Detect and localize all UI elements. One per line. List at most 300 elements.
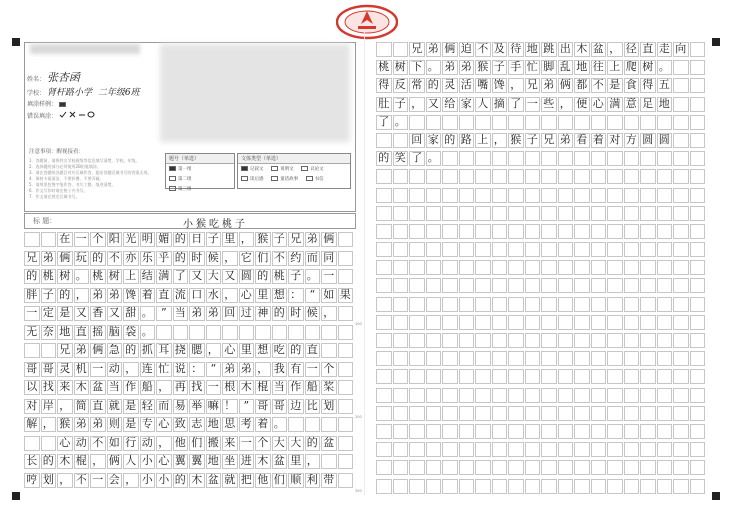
grid-cell[interactable] — [558, 297, 574, 312]
grid-cell[interactable] — [442, 278, 458, 293]
grid-cell[interactable] — [475, 297, 491, 312]
grid-cell[interactable] — [508, 242, 524, 257]
grid-cell[interactable]: ， — [305, 454, 321, 469]
grid-cell[interactable]: 看 — [574, 133, 590, 148]
grid-cell[interactable] — [558, 388, 574, 403]
grid-cell[interactable]: 利 — [305, 473, 321, 488]
grid-cell[interactable] — [673, 115, 689, 130]
grid-cell[interactable] — [459, 224, 475, 239]
grid-cell[interactable] — [607, 151, 623, 166]
grid-cell[interactable] — [657, 351, 673, 366]
grid-cell[interactable]: 径 — [624, 42, 640, 57]
grid-cell[interactable] — [624, 169, 640, 184]
grid-cell[interactable] — [338, 306, 354, 321]
grid-cell[interactable]: 圆 — [239, 269, 255, 284]
grid-cell[interactable] — [338, 399, 354, 414]
grid-cell[interactable] — [426, 242, 442, 257]
grid-cell[interactable]: 个 — [255, 436, 271, 451]
grid-cell[interactable] — [657, 151, 673, 166]
grid-cell[interactable]: 手 — [508, 60, 524, 75]
grid-cell[interactable] — [393, 406, 409, 421]
grid-cell[interactable]: 兄 — [288, 232, 304, 247]
grid-cell[interactable] — [338, 380, 354, 395]
grid-cell[interactable] — [574, 315, 590, 330]
grid-cell[interactable] — [673, 97, 689, 112]
essay-line[interactable] — [24, 343, 40, 358]
grid-cell[interactable] — [525, 424, 541, 439]
grid-cell[interactable] — [508, 260, 524, 275]
grid-cell[interactable]: ， — [74, 288, 90, 303]
grid-cell[interactable] — [541, 297, 557, 312]
grid-cell[interactable] — [525, 260, 541, 275]
grid-cell[interactable] — [657, 406, 673, 421]
grid-cell[interactable] — [41, 436, 57, 451]
grid-cell[interactable] — [640, 315, 656, 330]
grid-cell[interactable] — [288, 417, 304, 432]
grid-cell[interactable] — [475, 460, 491, 475]
grid-cell[interactable]: 的 — [90, 251, 106, 266]
grid-cell[interactable]: 水 — [206, 288, 222, 303]
grid-cell[interactable] — [442, 424, 458, 439]
grid-cell[interactable] — [558, 424, 574, 439]
grid-cell[interactable]: 如 — [107, 436, 123, 451]
grid-cell[interactable] — [690, 315, 706, 330]
grid-cell[interactable] — [558, 206, 574, 221]
grid-cell[interactable] — [508, 388, 524, 403]
grid-cell[interactable]: 时 — [189, 251, 205, 266]
grid-cell[interactable]: 他 — [255, 473, 271, 488]
grid-cell[interactable]: 耳 — [156, 343, 172, 358]
grid-cell[interactable] — [624, 115, 640, 130]
grid-cell[interactable] — [442, 115, 458, 130]
grid-cell[interactable] — [558, 188, 574, 203]
grid-cell[interactable]: ， — [222, 251, 238, 266]
grid-cell[interactable]: 对 — [607, 133, 623, 148]
grid-cell[interactable] — [558, 224, 574, 239]
grid-cell[interactable] — [475, 151, 491, 166]
grid-cell[interactable] — [525, 315, 541, 330]
grid-cell[interactable] — [624, 388, 640, 403]
grid-cell[interactable] — [508, 224, 524, 239]
grid-cell[interactable] — [459, 188, 475, 203]
grid-cell[interactable]: 比 — [305, 399, 321, 414]
grid-cell[interactable] — [475, 206, 491, 221]
grid-cell[interactable] — [376, 369, 392, 384]
grid-cell[interactable] — [393, 133, 409, 148]
grid-cell[interactable] — [525, 278, 541, 293]
grid-cell[interactable] — [338, 269, 354, 284]
grid-cell[interactable] — [624, 188, 640, 203]
grid-cell[interactable]: 弟 — [41, 251, 57, 266]
grid-cell[interactable] — [673, 424, 689, 439]
grid-cell[interactable]: 直 — [640, 42, 656, 57]
grid-cell[interactable]: 心 — [156, 454, 172, 469]
grid-cell[interactable]: 而 — [156, 399, 172, 414]
grid-cell[interactable] — [640, 424, 656, 439]
grid-cell[interactable]: 摘 — [492, 97, 508, 112]
grid-cell[interactable] — [640, 333, 656, 348]
grid-cell[interactable] — [338, 436, 354, 451]
grid-cell[interactable] — [607, 206, 623, 221]
grid-cell[interactable] — [591, 224, 607, 239]
grid-cell[interactable] — [508, 406, 524, 421]
grid-cell[interactable] — [426, 460, 442, 475]
grid-cell[interactable] — [640, 260, 656, 275]
grid-cell[interactable] — [624, 206, 640, 221]
grid-cell[interactable] — [558, 115, 574, 130]
grid-cell[interactable] — [690, 78, 706, 93]
grid-cell[interactable] — [607, 442, 623, 457]
grid-cell[interactable] — [459, 406, 475, 421]
grid-cell[interactable]: 哥 — [272, 399, 288, 414]
grid-cell[interactable]: 不 — [107, 251, 123, 266]
grid-cell[interactable] — [393, 388, 409, 403]
grid-cell[interactable] — [393, 242, 409, 257]
essay-line[interactable]: 一 — [24, 306, 40, 321]
grid-cell[interactable]: 有 — [288, 362, 304, 377]
grid-cell[interactable]: 弟 — [426, 42, 442, 57]
grid-cell[interactable]: 把 — [239, 473, 255, 488]
grid-cell[interactable]: 俩 — [57, 251, 73, 266]
grid-cell[interactable]: 们 — [272, 473, 288, 488]
grid-cell[interactable] — [690, 442, 706, 457]
grid-cell[interactable]: 进 — [239, 454, 255, 469]
grid-cell[interactable] — [508, 442, 524, 457]
grid-cell[interactable]: 弟 — [442, 60, 458, 75]
grid-cell[interactable]: 木 — [574, 42, 590, 57]
grid-cell[interactable] — [426, 115, 442, 130]
grid-cell[interactable] — [376, 206, 392, 221]
grid-cell[interactable]: 直 — [156, 288, 172, 303]
grid-cell[interactable] — [459, 242, 475, 257]
grid-cell[interactable] — [376, 169, 392, 184]
grid-cell[interactable] — [558, 151, 574, 166]
grid-cell[interactable]: 下 — [409, 60, 425, 75]
grid-cell[interactable] — [525, 151, 541, 166]
grid-cell[interactable]: 兄 — [525, 78, 541, 93]
grid-cell[interactable] — [541, 460, 557, 475]
essay-line[interactable]: 长 — [24, 454, 40, 469]
grid-cell[interactable] — [393, 351, 409, 366]
grid-cell[interactable] — [558, 260, 574, 275]
grid-cell[interactable] — [426, 333, 442, 348]
grid-cell[interactable] — [591, 115, 607, 130]
grid-cell[interactable]: 明 — [140, 232, 156, 247]
grid-cell[interactable]: 举 — [189, 399, 205, 414]
grid-cell[interactable] — [574, 460, 590, 475]
grid-cell[interactable] — [393, 188, 409, 203]
grid-cell[interactable]: 的 — [173, 473, 189, 488]
grid-cell[interactable]: ， — [558, 97, 574, 112]
grid-cell[interactable] — [607, 369, 623, 384]
grid-cell[interactable] — [574, 297, 590, 312]
grid-cell[interactable]: 果 — [338, 288, 354, 303]
grid-cell[interactable] — [690, 369, 706, 384]
grid-cell[interactable] — [459, 151, 475, 166]
grid-cell[interactable]: 子 — [206, 232, 222, 247]
grid-cell[interactable] — [459, 442, 475, 457]
grid-cell[interactable]: 里 — [239, 343, 255, 358]
grid-cell[interactable]: ， — [607, 42, 623, 57]
grid-cell[interactable] — [690, 297, 706, 312]
grid-cell[interactable] — [321, 325, 337, 340]
grid-cell[interactable] — [426, 369, 442, 384]
grid-cell[interactable] — [376, 388, 392, 403]
grid-cell[interactable]: ： — [288, 288, 304, 303]
grid-cell[interactable]: 大 — [272, 436, 288, 451]
grid-cell[interactable] — [442, 169, 458, 184]
grid-cell[interactable] — [426, 315, 442, 330]
grid-cell[interactable] — [657, 278, 673, 293]
grid-cell[interactable] — [475, 369, 491, 384]
grid-cell[interactable]: 搬 — [206, 436, 222, 451]
grid-cell[interactable] — [376, 297, 392, 312]
grid-cell[interactable] — [393, 260, 409, 275]
grid-cell[interactable]: 简 — [74, 399, 90, 414]
grid-cell[interactable]: 考 — [239, 417, 255, 432]
grid-cell[interactable] — [393, 479, 409, 494]
grid-cell[interactable] — [541, 406, 557, 421]
grid-cell[interactable]: “ — [305, 288, 321, 303]
grid-cell[interactable] — [409, 278, 425, 293]
essay-line[interactable]: 肚 — [376, 97, 392, 112]
grid-cell[interactable] — [459, 479, 475, 494]
grid-cell[interactable] — [541, 188, 557, 203]
grid-cell[interactable]: 盆 — [321, 436, 337, 451]
grid-cell[interactable] — [393, 424, 409, 439]
grid-cell[interactable]: 直 — [305, 343, 321, 358]
grid-cell[interactable]: 木 — [239, 380, 255, 395]
grid-cell[interactable] — [492, 315, 508, 330]
grid-cell[interactable] — [574, 351, 590, 366]
grid-cell[interactable]: 过 — [239, 306, 255, 321]
grid-cell[interactable]: 当 — [272, 380, 288, 395]
grid-cell[interactable]: 馋 — [123, 288, 139, 303]
grid-cell[interactable] — [690, 42, 706, 57]
grid-cell[interactable] — [475, 169, 491, 184]
grid-cell[interactable] — [690, 206, 706, 221]
essay-line[interactable]: 胖 — [24, 288, 40, 303]
grid-cell[interactable]: ， — [123, 362, 139, 377]
grid-cell[interactable] — [673, 78, 689, 93]
grid-cell[interactable] — [558, 169, 574, 184]
grid-cell[interactable] — [657, 224, 673, 239]
grid-cell[interactable]: 个 — [321, 362, 337, 377]
class-value[interactable]: 二年级6班 — [97, 88, 140, 98]
grid-cell[interactable] — [272, 325, 288, 340]
grid-cell[interactable]: 坐 — [222, 454, 238, 469]
grid-cell[interactable] — [475, 442, 491, 457]
grid-cell[interactable]: 心 — [222, 343, 238, 358]
grid-cell[interactable] — [459, 115, 475, 130]
grid-cell[interactable]: 大 — [206, 269, 222, 284]
grid-cell[interactable] — [321, 343, 337, 358]
grid-cell[interactable]: 神 — [255, 306, 271, 321]
grid-cell[interactable] — [393, 333, 409, 348]
grid-cell[interactable] — [393, 442, 409, 457]
grid-cell[interactable] — [558, 333, 574, 348]
grid-cell[interactable]: 一 — [305, 362, 321, 377]
grid-cell[interactable]: 在 — [57, 232, 73, 247]
grid-cell[interactable]: 时 — [288, 306, 304, 321]
grid-cell[interactable] — [525, 406, 541, 421]
grid-cell[interactable]: 乱 — [558, 60, 574, 75]
genre-option[interactable]: 读后感 — [241, 176, 264, 182]
grid-cell[interactable]: 香 — [90, 306, 106, 321]
grid-cell[interactable]: 腮 — [189, 343, 205, 358]
grid-cell[interactable]: 个 — [90, 232, 106, 247]
grid-cell[interactable]: 专 — [140, 417, 156, 432]
grid-cell[interactable]: 猴 — [475, 60, 491, 75]
grid-cell[interactable]: 嘴 — [475, 78, 491, 93]
grid-cell[interactable] — [409, 406, 425, 421]
grid-cell[interactable] — [508, 479, 524, 494]
grid-cell[interactable]: 大 — [288, 436, 304, 451]
essay-line[interactable]: 的 — [376, 151, 392, 166]
grid-cell[interactable]: 们 — [189, 436, 205, 451]
grid-cell[interactable] — [558, 315, 574, 330]
grid-cell[interactable] — [525, 460, 541, 475]
grid-cell[interactable]: 又 — [74, 306, 90, 321]
grid-cell[interactable] — [475, 315, 491, 330]
grid-cell[interactable] — [541, 169, 557, 184]
grid-cell[interactable]: 俩 — [442, 42, 458, 57]
grid-cell[interactable] — [426, 169, 442, 184]
grid-cell[interactable] — [426, 206, 442, 221]
grid-cell[interactable] — [574, 115, 590, 130]
grid-cell[interactable] — [321, 454, 337, 469]
grid-cell[interactable] — [541, 206, 557, 221]
grid-cell[interactable]: 弟 — [90, 288, 106, 303]
essay-line[interactable]: 解 — [24, 417, 40, 432]
grid-cell[interactable] — [673, 260, 689, 275]
grid-cell[interactable] — [393, 169, 409, 184]
grid-cell[interactable] — [673, 242, 689, 257]
grid-cell[interactable]: 家 — [426, 133, 442, 148]
grid-cell[interactable]: 船 — [305, 380, 321, 395]
genre-option[interactable]: 童话故事 — [271, 176, 298, 182]
grid-cell[interactable]: 常 — [409, 78, 425, 93]
grid-cell[interactable]: 说 — [173, 362, 189, 377]
grid-cell[interactable] — [393, 224, 409, 239]
grid-cell[interactable]: 了 — [508, 97, 524, 112]
grid-cell[interactable] — [459, 315, 475, 330]
grid-cell[interactable]: 回 — [409, 133, 425, 148]
grid-cell[interactable] — [525, 169, 541, 184]
grid-cell[interactable] — [624, 297, 640, 312]
grid-cell[interactable] — [525, 442, 541, 457]
grid-cell[interactable]: 活 — [459, 78, 475, 93]
grid-cell[interactable]: 当 — [173, 306, 189, 321]
grid-cell[interactable] — [442, 442, 458, 457]
grid-cell[interactable] — [475, 115, 491, 130]
grid-cell[interactable] — [442, 297, 458, 312]
grid-cell[interactable]: 。 — [657, 60, 673, 75]
grid-cell[interactable] — [673, 460, 689, 475]
grid-cell[interactable]: 机 — [74, 362, 90, 377]
grid-cell[interactable] — [558, 351, 574, 366]
grid-cell[interactable]: 光 — [123, 232, 139, 247]
grid-cell[interactable] — [607, 315, 623, 330]
grid-cell[interactable] — [607, 333, 623, 348]
grid-cell[interactable]: 子 — [525, 133, 541, 148]
grid-cell[interactable]: ， — [492, 133, 508, 148]
grid-cell[interactable] — [525, 333, 541, 348]
grid-cell[interactable]: 一 — [321, 269, 337, 284]
grid-cell[interactable] — [376, 406, 392, 421]
grid-cell[interactable] — [426, 388, 442, 403]
grid-cell[interactable]: 又 — [189, 269, 205, 284]
grid-cell[interactable] — [574, 333, 590, 348]
grid-cell[interactable] — [624, 278, 640, 293]
grid-cell[interactable]: 弟 — [206, 306, 222, 321]
grid-cell[interactable]: 就 — [107, 399, 123, 414]
grid-cell[interactable] — [690, 406, 706, 421]
grid-cell[interactable] — [492, 115, 508, 130]
grid-cell[interactable] — [657, 169, 673, 184]
grid-cell[interactable] — [393, 297, 409, 312]
grid-cell[interactable] — [690, 278, 706, 293]
grid-cell[interactable] — [607, 115, 623, 130]
grid-cell[interactable]: 着 — [140, 288, 156, 303]
grid-cell[interactable]: 乐 — [140, 251, 156, 266]
grid-cell[interactable] — [475, 351, 491, 366]
grid-cell[interactable] — [492, 242, 508, 257]
genre-option[interactable]: 说明文 — [271, 166, 294, 172]
grid-cell[interactable] — [409, 224, 425, 239]
grid-cell[interactable]: 岸 — [41, 399, 57, 414]
grid-cell[interactable] — [657, 315, 673, 330]
grid-cell[interactable]: 翼 — [173, 454, 189, 469]
grid-cell[interactable] — [409, 297, 425, 312]
grid-cell[interactable]: 馋 — [492, 78, 508, 93]
grid-cell[interactable]: ！ — [222, 399, 238, 414]
grid-cell[interactable]: 心 — [57, 436, 73, 451]
grid-cell[interactable] — [640, 169, 656, 184]
grid-cell[interactable]: 小 — [156, 473, 172, 488]
grid-cell[interactable]: 不 — [591, 78, 607, 93]
essay-line[interactable]: 哼 — [24, 473, 40, 488]
grid-cell[interactable]: 树 — [107, 269, 123, 284]
grid-cell[interactable] — [640, 369, 656, 384]
grid-cell[interactable] — [541, 242, 557, 257]
grid-cell[interactable] — [492, 442, 508, 457]
grid-cell[interactable]: 的 — [57, 288, 73, 303]
grid-cell[interactable] — [508, 424, 524, 439]
grid-cell[interactable]: 行 — [123, 436, 139, 451]
grid-cell[interactable]: 五 — [657, 78, 673, 93]
grid-cell[interactable] — [591, 242, 607, 257]
grid-cell[interactable] — [541, 224, 557, 239]
grid-cell[interactable]: 是 — [607, 78, 623, 93]
grid-cell[interactable] — [492, 460, 508, 475]
grid-cell[interactable] — [574, 388, 590, 403]
grid-cell[interactable]: 木 — [74, 380, 90, 395]
grid-cell[interactable] — [206, 325, 222, 340]
grid-cell[interactable]: 着 — [591, 133, 607, 148]
grid-cell[interactable] — [409, 188, 425, 203]
grid-cell[interactable]: 俩 — [107, 454, 123, 469]
essay-line[interactable]: 以 — [24, 380, 40, 395]
grid-cell[interactable] — [624, 315, 640, 330]
grid-cell[interactable]: “ — [206, 362, 222, 377]
grid-cell[interactable]: 子 — [492, 60, 508, 75]
grid-cell[interactable] — [574, 260, 590, 275]
grid-cell[interactable] — [673, 188, 689, 203]
grid-cell[interactable] — [409, 369, 425, 384]
essay-line[interactable]: 桃 — [376, 60, 392, 75]
grid-cell[interactable] — [673, 133, 689, 148]
